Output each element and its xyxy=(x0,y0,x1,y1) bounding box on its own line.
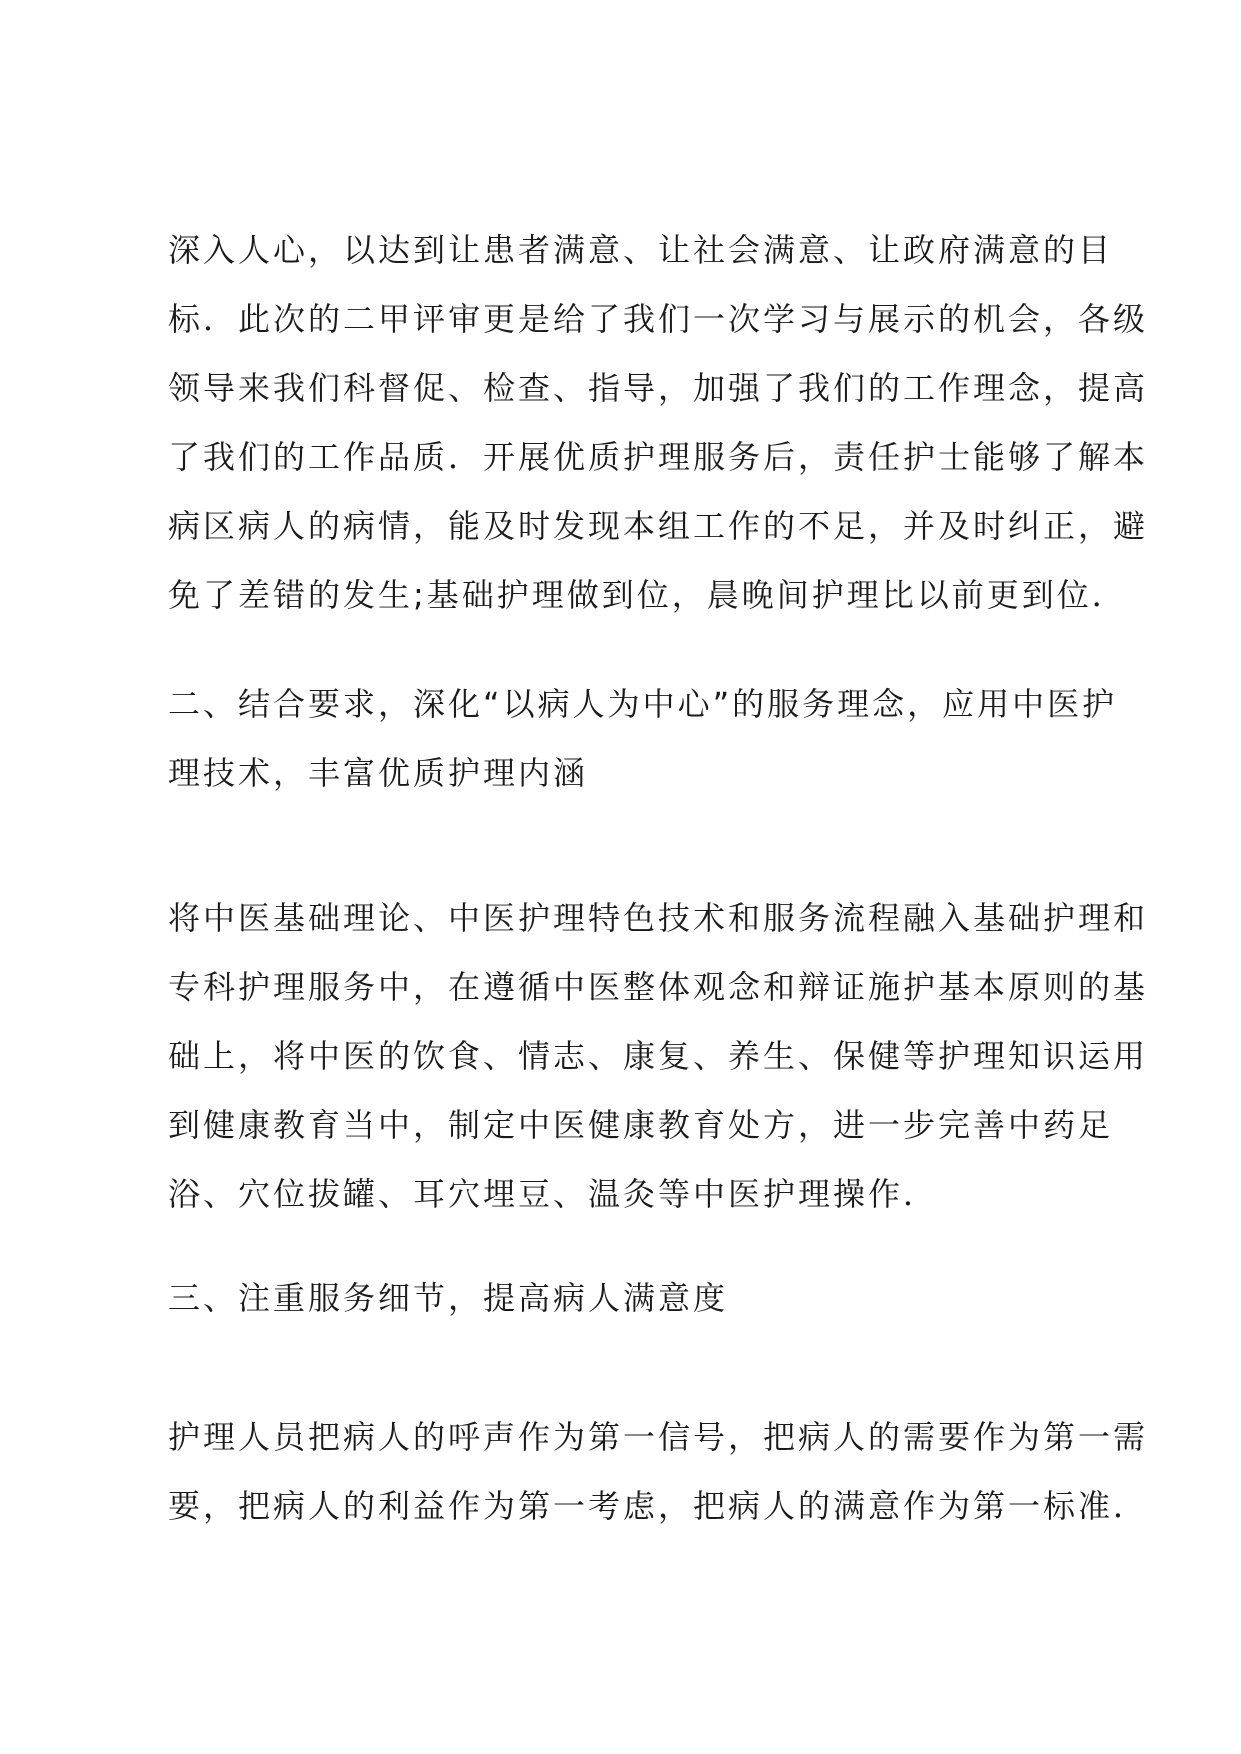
text-line: 病区病人的病情，能及时发现本组工作的不足，并及时纠正，避 xyxy=(168,507,1149,545)
text-line: 三、注重服务细节，提高病人满意度 xyxy=(168,1279,729,1317)
text-line: 到健康教育当中，制定中医健康教育处方，进一步完善中药足 xyxy=(168,1106,1114,1144)
paragraph-body-3 xyxy=(168,1403,1149,1541)
text-line: 础上，将中医的饮食、情志、康复、养生、保健等护理知识运用 xyxy=(168,1037,1149,1075)
text-line: 要，把病人的利益作为第一考虑，把病人的满意作为第一标准． xyxy=(168,1487,1149,1525)
text-line: 将中医基础理论、中医护理特色技术和服务流程融入基础护理和 xyxy=(168,899,1149,937)
text-line: 标．此次的二甲评审更是给了我们一次学习与展示的机会，各级 xyxy=(168,300,1149,338)
section-heading-3 xyxy=(168,1264,1098,1333)
paragraph-body-2 xyxy=(168,884,1149,1229)
paragraph-body-1 xyxy=(168,216,1149,630)
text-line: 理技术，丰富优质护理内涵 xyxy=(168,754,589,792)
text-line: 护理人员把病人的呼声作为第一信号，把病人的需要作为第一需 xyxy=(168,1418,1149,1456)
text-line: 浴、穴位拔罐、耳穴埋豆、温灸等中医护理操作． xyxy=(168,1175,939,1213)
section-heading-2 xyxy=(168,670,1118,808)
text-line: 深入人心，以达到让患者满意、让社会满意、让政府满意的目 xyxy=(168,231,1114,269)
text-line: 二、结合要求，深化“以病人为中心”的服务理念，应用中医护 xyxy=(168,685,1118,723)
text-line: 领导来我们科督促、检查、指导，加强了我们的工作理念，提高 xyxy=(168,369,1149,407)
text-line: 专科护理服务中，在遵循中医整体观念和辩证施护基本原则的基 xyxy=(168,968,1149,1006)
text-line: 免了差错的发生;基础护理做到位，晨晚间护理比以前更到位． xyxy=(168,576,1127,614)
text-line: 了我们的工作品质．开展优质护理服务后，责任护士能够了解本 xyxy=(168,438,1149,476)
